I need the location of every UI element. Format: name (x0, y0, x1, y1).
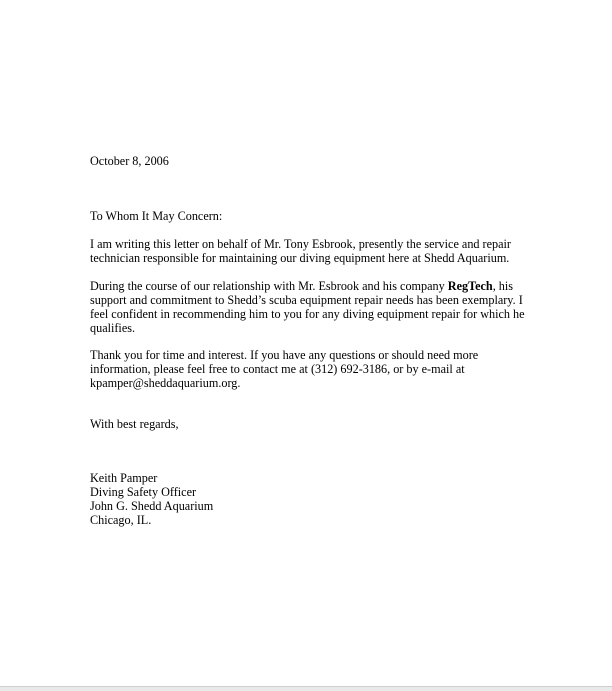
paragraph-2-text-end: , his support and commitment to Shedd’s scuba equipment repair needs has been exemplary. I feel confident in recommending him to you for any diving equipment repair for which he qualifies. (90, 279, 525, 335)
letter-paragraph-1: I am writing this letter on behalf of Mr. Tony Esbrook, presently the service and repair technician responsible for maintaining our diving equipment here at Shedd Aquarium. (90, 237, 511, 265)
letter-salutation: To Whom It May Concern: (90, 209, 223, 223)
signature-block (90, 471, 213, 527)
letter-body (90, 154, 540, 527)
signer-name: Keith Pamper (90, 471, 158, 485)
signer-title: Diving Safety Officer (90, 485, 197, 499)
signer-organization: John G. Shedd Aquarium (90, 499, 214, 513)
company-name: RegTech (447, 279, 493, 293)
letter-paragraph-3: Thank you for time and interest. If you have any questions or should need more information, please feel free to contact me at (312) 692-3186, or by e-mail at kpamper@sheddaquarium.org. (90, 348, 479, 390)
paragraph-2-text-start: During the course of our relationship with Mr. Esbrook and his company (90, 279, 448, 293)
page-bottom-edge (0, 686, 612, 691)
letter-closing: With best regards, (90, 417, 179, 431)
letter-date: October 8, 2006 (90, 154, 169, 168)
letter-paragraph-2 (90, 279, 530, 335)
signer-location: Chicago, IL. (90, 513, 152, 527)
